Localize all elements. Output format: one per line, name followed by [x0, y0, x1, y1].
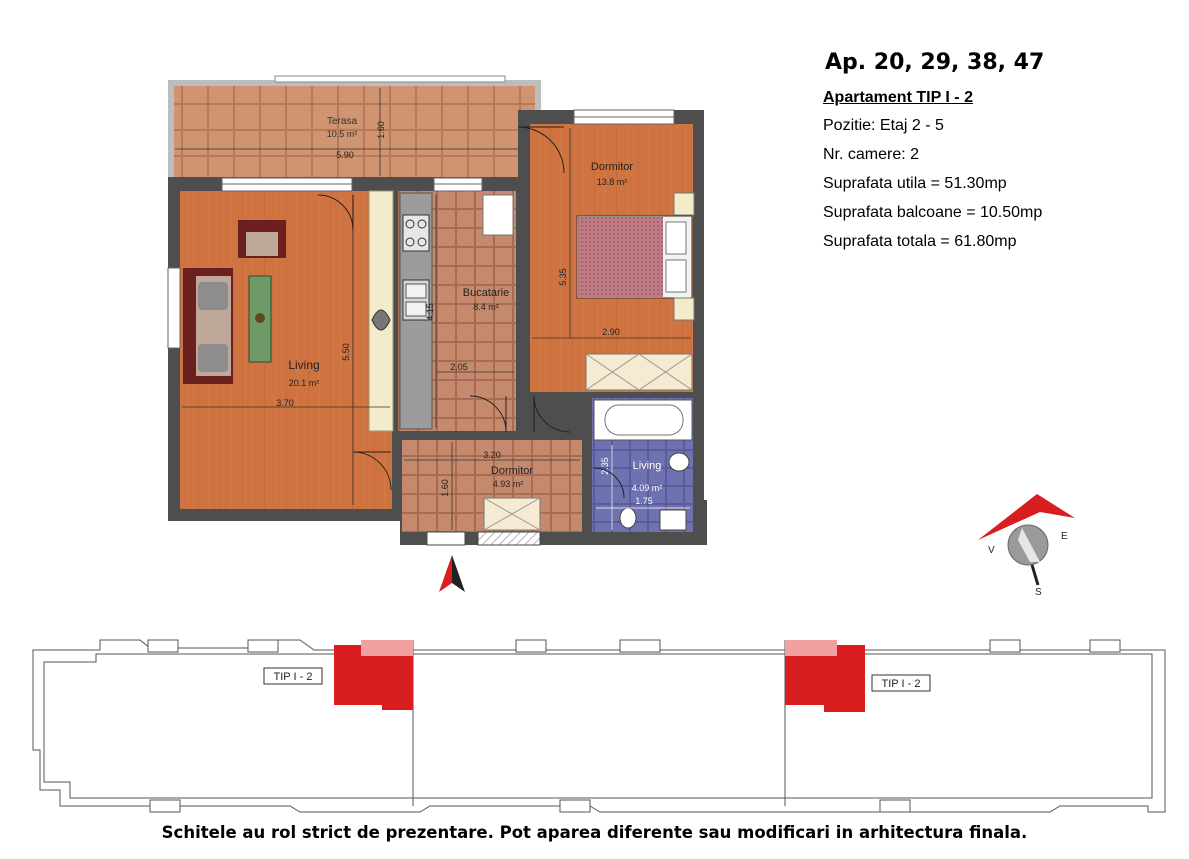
apartment-type: Apartament TIP I - 2	[823, 89, 973, 106]
site-plan-label-left	[264, 668, 322, 684]
site-plan-label-right-text: TIP I - 2	[881, 678, 921, 690]
apartment-info-panel	[823, 50, 1044, 256]
site-plan-label-right	[872, 675, 930, 691]
bedroom-name: Dormitor	[590, 161, 634, 173]
site-plan	[33, 640, 1165, 812]
detail-position: Pozitie: Etaj 2 - 5	[823, 117, 944, 134]
entrance-arrow-icon	[439, 555, 465, 592]
bath-area: 4.09 m²	[631, 483, 663, 493]
bedroom	[530, 124, 694, 392]
kitchen-name: Bucatarie	[462, 287, 510, 299]
compass-south: S	[1035, 587, 1042, 598]
bathroom	[592, 398, 693, 532]
compass-icon	[978, 494, 1075, 598]
detail-usable-area: Suprafata utila = 51.30mp	[823, 175, 1007, 192]
hall-area: 4.93 m²	[492, 479, 524, 489]
site-plan-unit-right	[785, 640, 865, 712]
compass-east: E	[1061, 531, 1068, 542]
kitchen-width: 2.05	[450, 362, 468, 372]
terrace-depth: 1.60	[376, 121, 386, 139]
terrace-area: 10.5 m²	[326, 129, 358, 139]
detail-balcony-area: Suprafata balcoane = 10.50mp	[823, 204, 1043, 221]
site-plan-unit-left	[334, 640, 413, 710]
living-depth: 5.50	[341, 343, 351, 361]
compass-west: V	[988, 545, 995, 556]
bath-width: 1.75	[635, 496, 653, 506]
detail-rooms: Nr. camere: 2	[823, 146, 920, 163]
detail-total-area: Suprafata totala = 61.80mp	[823, 233, 1017, 250]
bath-depth: 2.35	[600, 457, 610, 475]
hall-depth: 1.60	[440, 479, 450, 497]
site-plan-label-left-text: TIP I - 2	[273, 671, 313, 683]
bedroom-depth: 5.35	[558, 268, 568, 286]
hall	[402, 440, 582, 532]
disclaimer: Schitele au rol strict de prezentare. Pot aparea diferente sau modificari in arhitectura finala.	[161, 823, 1028, 842]
bath-name: Living	[632, 460, 662, 472]
living-room	[180, 191, 393, 509]
apartment-numbers: Ap. 20, 29, 38, 47	[825, 50, 1045, 75]
kitchen-depth: 4.15	[425, 303, 435, 321]
living-width: 3.70	[276, 398, 294, 408]
bedroom-area: 13.8 m²	[596, 177, 628, 187]
living-area: 20.1 m²	[288, 378, 320, 388]
terrace-width: 5.90	[336, 150, 354, 160]
hall-name: Dormitor	[490, 465, 534, 477]
terrace	[168, 80, 541, 182]
hall-width: 3.20	[483, 450, 501, 460]
kitchen-area: 8.4 m²	[473, 302, 499, 312]
bedroom-width: 2.90	[602, 327, 620, 337]
terrace-name: Terasa	[326, 116, 358, 127]
living-name: Living	[288, 358, 320, 372]
kitchen	[398, 191, 516, 431]
